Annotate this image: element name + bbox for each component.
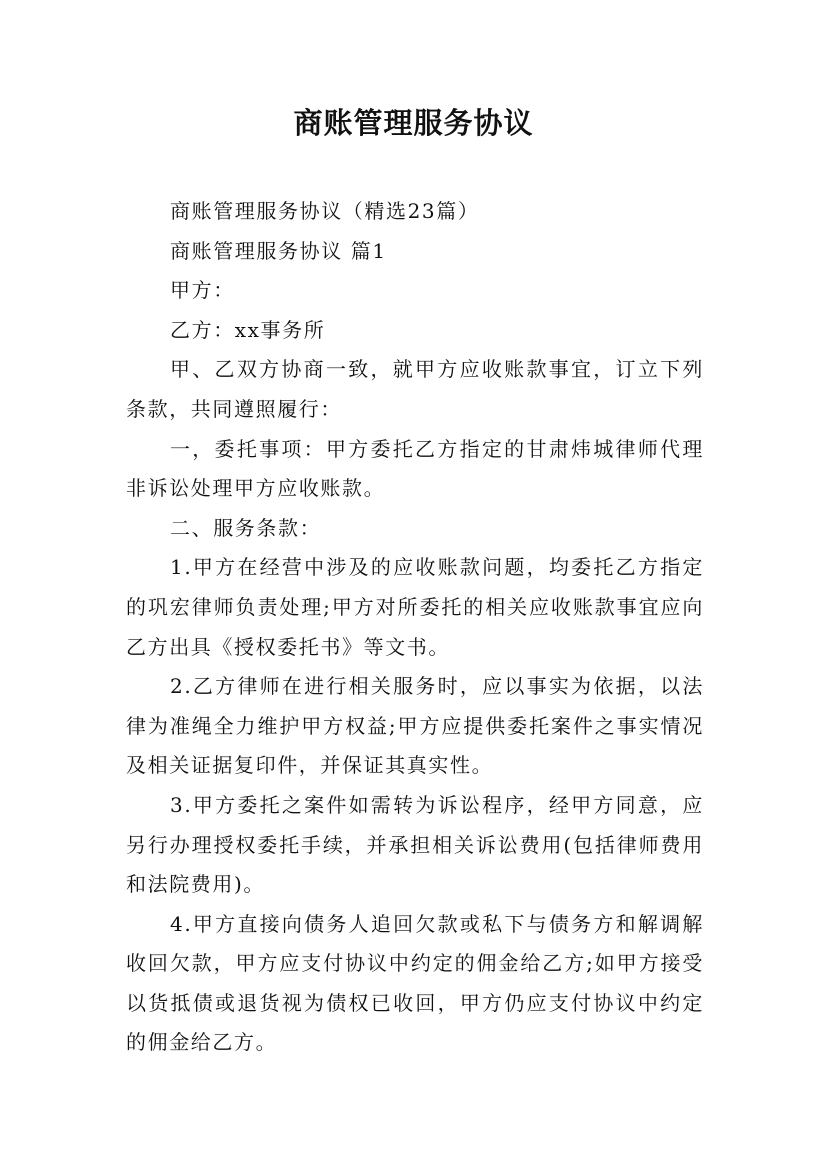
paragraph-item-1: 1.甲方在经营中涉及的应收账款问题，均委托乙方指定的巩宏律师负责处理;甲方对所委托的相关应收账款事宜应向乙方出具《授权委托书》等文书。 [126, 555, 704, 659]
paragraph-subtitle: 商账管理服务协议（精选23篇） [170, 199, 480, 223]
paragraph-item-4: 4.甲方直接向债务人追回欠款或私下与债务方和解调解收回欠款，甲方应支付协议中约定的佣金给乙方;如甲方接受以货抵债或退货视为债权已收回，甲方仍应支付协议中约定的佣金给乙方。 [126, 911, 704, 1055]
paragraph-clause-2-heading: 二、服务条款： [170, 515, 322, 540]
paragraph-party-a: 甲方： [170, 278, 235, 303]
paragraph-item-2: 2.乙方律师在进行相关服务时，应以事实为依据，以法律为准绳全力维护甲方权益;甲方应提供委托案件之事实情况及相关证据复印件，并保证其真实性。 [126, 674, 704, 778]
paragraph-clause-1: 一，委托事项：甲方委托乙方指定的甘肃炜城律师代理非诉讼处理甲方应收账款。 [126, 436, 704, 501]
paragraph-item-3: 3.甲方委托之案件如需转为诉讼程序，经甲方同意，应另行办理授权委托手续，并承担相关诉讼费用(包括律师费用和法院费用)。 [126, 792, 704, 897]
paragraph-preamble: 甲、乙双方协商一致，就甲方应收账款事宜，订立下列条款，共同遵照履行： [126, 357, 704, 421]
paragraph-party-b: 乙方：xx事务所 [170, 317, 326, 342]
paragraph-section-heading: 商账管理服务协议 篇1 [170, 238, 387, 263]
document-title: 商账管理服务协议 [293, 106, 534, 140]
document-body [126, 192, 704, 1063]
